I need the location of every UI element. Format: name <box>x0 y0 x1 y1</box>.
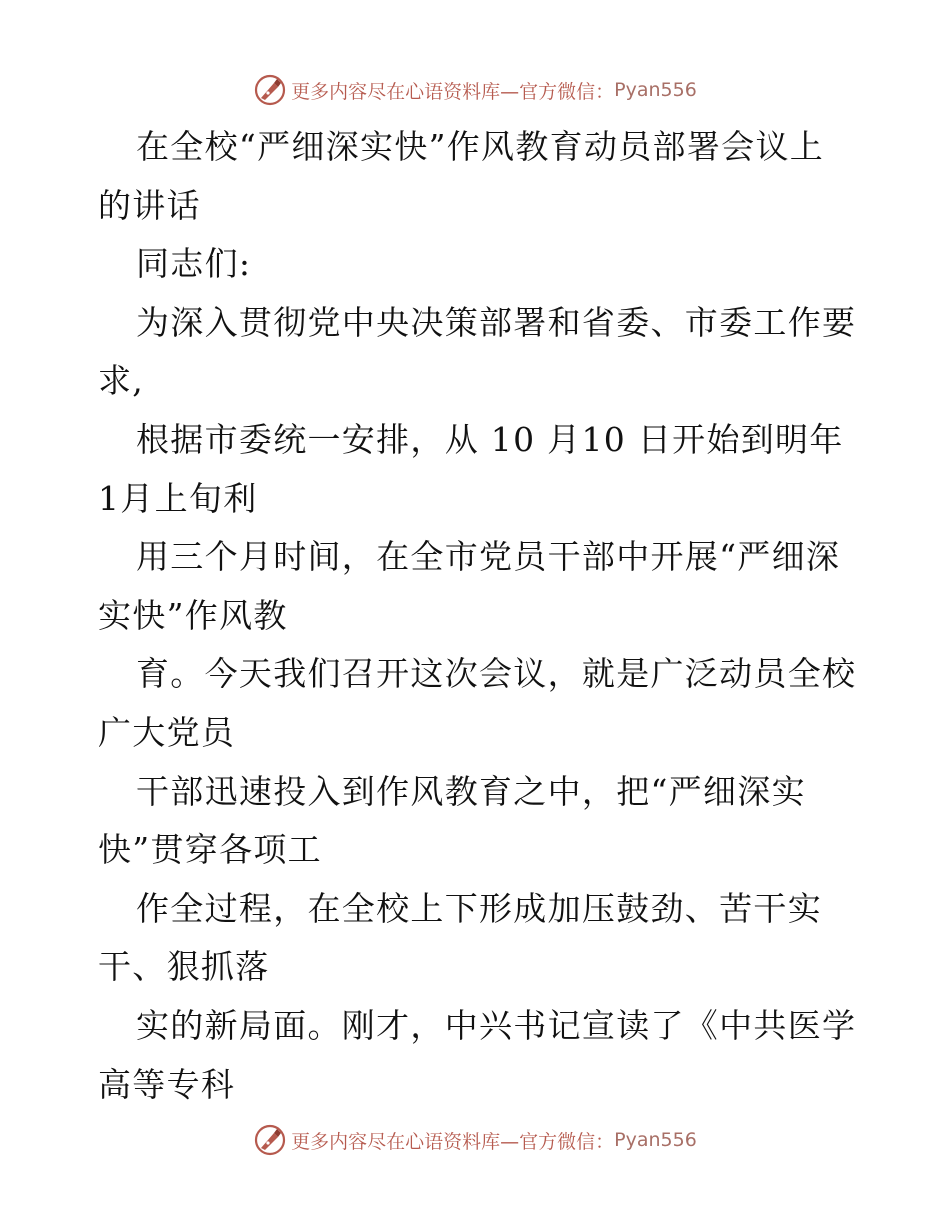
paragraph-line: 为深入贯彻党中央决策部署和省委、市委工作要 <box>136 302 857 342</box>
pen-nib-logo-icon <box>253 1123 287 1157</box>
title-line-2: 的讲话 <box>98 185 201 225</box>
pen-nib-logo-icon <box>253 73 287 107</box>
paragraph-line: 高等专科 <box>98 1064 236 1104</box>
paragraph-line: 干、狠抓落 <box>98 947 270 987</box>
paragraph-line: 干部迅速投入到作风教育之中，把“严细深实 <box>136 771 806 811</box>
watermark-text: 更多内容尽在心语资料库—官方微信： <box>291 80 615 103</box>
salutation: 同志们: <box>136 244 252 284</box>
paragraph-line: 求, <box>98 361 145 401</box>
paragraph-line: 1月上旬利 <box>98 478 258 518</box>
title-line-1: 在全校“严细深实快”作风教育动员部署会议上 <box>136 127 825 166</box>
header-watermark <box>0 70 950 110</box>
paragraph-line: 用三个月时间，在全市党员干部中开展“严细深 <box>136 537 841 577</box>
paragraph-line: 实快”作风教 <box>98 595 288 635</box>
paragraph-line: 广大党员 <box>98 712 236 752</box>
watermark-text: 更多内容尽在心语资料库—官方微信： <box>291 1130 615 1153</box>
footer-watermark <box>0 1120 950 1160</box>
document-body <box>98 118 858 1114</box>
paragraph-line: 快”贯穿各项工 <box>98 830 322 870</box>
watermark-wechat-id: Pyan556 <box>614 79 697 101</box>
paragraph-line: 根据市委统一安排，从 10 月10 日开始到明年 <box>136 419 844 459</box>
watermark-wechat-id: Pyan556 <box>614 1129 697 1151</box>
paragraph-line: 作全过程，在全校上下形成加压鼓劲、苦干实 <box>136 888 822 928</box>
paragraph-line: 实的新局面。刚才，中兴书记宣读了《中共医学 <box>136 1005 857 1045</box>
paragraph-line: 育。今天我们召开这次会议，就是广泛动员全校 <box>136 654 857 694</box>
